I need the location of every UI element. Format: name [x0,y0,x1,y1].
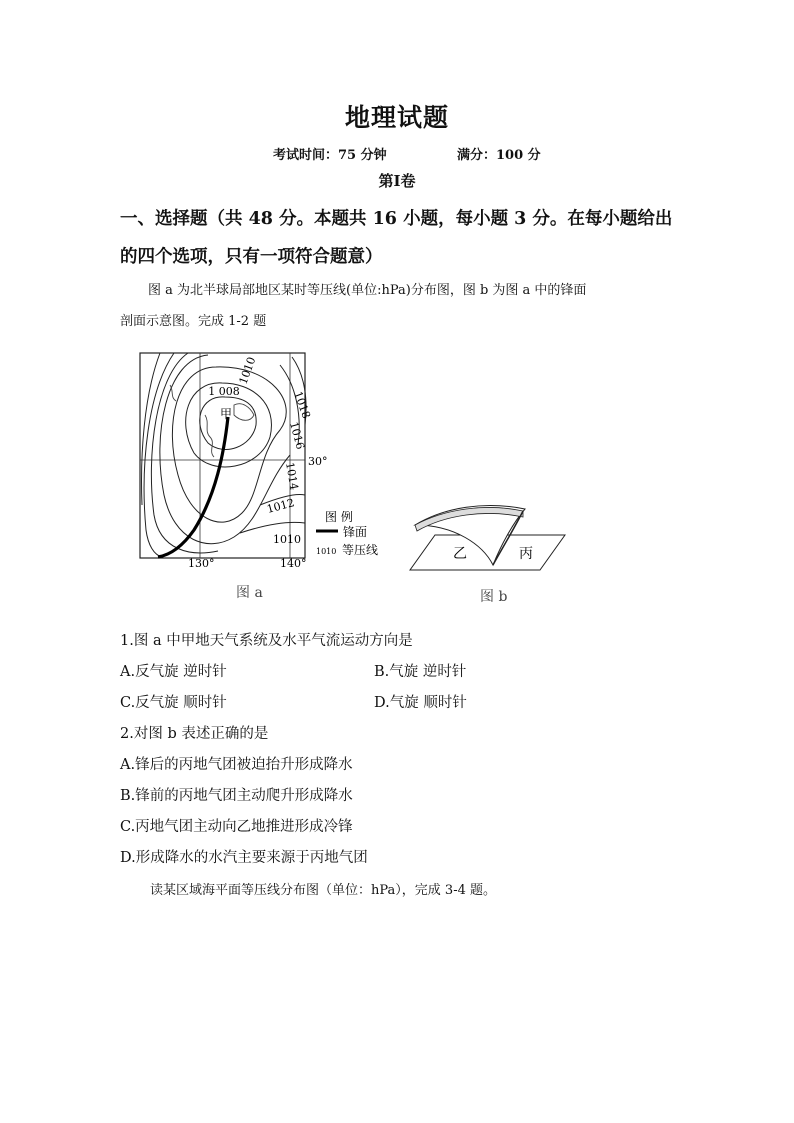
q2-option-b[interactable]: B.锋前的丙地气团主动爬升形成降水 [120,788,353,804]
q2-option-c[interactable]: C.丙地气团主动向乙地推进形成冷锋 [120,819,353,835]
figure-b-front-profile [405,495,585,610]
isobar-label-1016: 1016 [287,420,307,451]
q2-option-d[interactable]: D.形成降水的水汽主要来源于丙地气团 [120,850,368,866]
figure-a-isobar-map [130,345,410,610]
label-bing: 丙 [519,546,533,562]
q1-stem: 1.图 a 中甲地天气系统及水平气流运动方向是 [120,633,413,649]
legend-front-label: 锋面 [343,525,368,539]
longitude-label-left: 130° [188,557,215,570]
intro-q3-4: 读某区域海平面等压线分布图（单位：hPa），完成 3-4 题。 [150,883,496,898]
place-label-jia: 甲 [220,407,233,421]
front-line [158,417,228,557]
q1-option-c[interactable]: C.反气旋 顺时针 [120,695,227,711]
figure-b-caption: 图 b [480,589,508,605]
exam-time: 考试时间：75 分钟 [273,148,387,163]
isobar-lines [142,353,307,557]
q2-stem: 2.对图 b 表述正确的是 [120,726,269,742]
q2-option-a[interactable]: A.锋后的丙地气团被迫抬升形成降水 [120,757,353,773]
volume-label: 第Ⅰ卷 [378,172,416,190]
figure-a-caption: 图 a [236,585,263,601]
isobar-label-1018: 1018 [291,389,313,421]
isobar-label-1012: 1012 [265,496,296,516]
label-yi: 乙 [453,546,467,562]
latitude-label: 30° [308,455,328,468]
legend-isobar-label: 等压线 [342,543,379,557]
intro-line2: 剖面示意图。完成 1-2 题 [120,314,267,329]
isobar-label-1010: 1010 [236,355,259,387]
section-heading-line2: 的四个选项，只有一项符合题意） [120,247,383,267]
isobar-label-1010-lower: 1010 [273,533,301,546]
legend-isobar-sample: 1010 [316,547,337,556]
exam-title: 地理试题 [344,103,449,132]
section-heading-line1: 一、选择题（共 48 分。本题共 16 小题，每小题 3 分。在每小题给出 [120,209,673,229]
q1-option-a[interactable]: A.反气旋 逆时针 [120,664,227,680]
exam-score: 满分：100 分 [457,148,541,163]
legend-title: 图 例 [325,510,353,524]
intro-line1: 图 a 为北半球局部地区某时等压线(单位:hPa)分布图，图 b 为图 a 中的锋面 [148,283,587,298]
isobar-label-1008: 1 008 [208,385,240,398]
longitude-label-right: 140° [280,557,307,570]
q1-option-d[interactable]: D.气旋 顺时针 [374,695,467,711]
isobar-label-1014: 1014 [283,461,301,492]
q1-option-b[interactable]: B.气旋 逆时针 [374,664,467,680]
